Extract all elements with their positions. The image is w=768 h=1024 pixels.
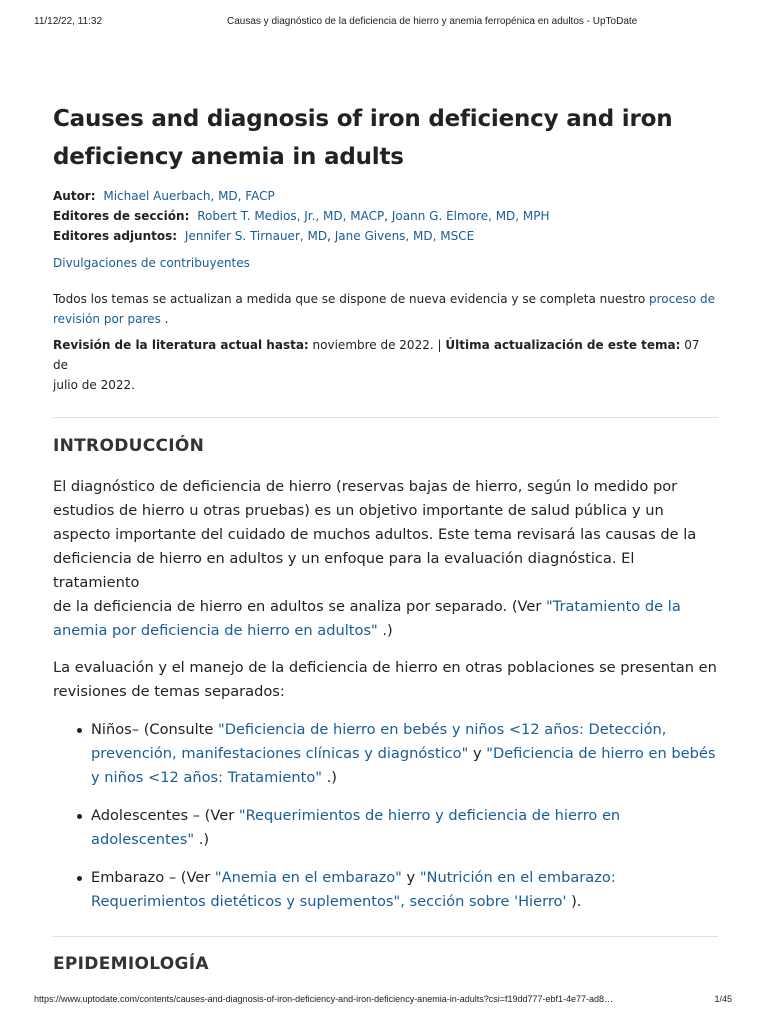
topic-link[interactable]: Requerimientos dietéticos y suplementos", sección sobre 'Hierro' [91,893,567,910]
peer-review-link[interactable]: revisión por pares [53,312,161,326]
disclosures-link[interactable]: Divulgaciones de contribuyentes [53,256,250,270]
section-heading-introduction: INTRODUCCIÓN [53,436,205,456]
print-doc-title: Causas y diagnóstico de la deficiencia de hierro y anemia ferropénica en adultos - UpToDate [227,16,638,27]
last-update-value: 07 de [53,338,700,372]
deputy-editors-label: Editores adjuntos: [53,229,178,243]
peer-review-link[interactable]: proceso de [649,292,716,306]
bullet [77,728,82,733]
intro-paragraph-2: La evaluación y el manejo de la deficiencia de hierro en otras poblaciones se presentan en revisiones de temas separados: [53,659,717,700]
article-title: Causes and diagnosis of iron deficiency and iron deficiency anemia in adults [53,106,673,170]
deputy-editor-link[interactable]: Jennifer S. Tirnauer, MD [184,229,328,243]
topic-link[interactable]: y niños <12 años: Tratamiento" [91,769,322,786]
topic-link[interactable]: "Anemia en el embarazo" [214,869,402,886]
last-update-label: Última actualización de este tema: [445,338,681,352]
list-item: Adolescentes – (Ver "Requerimientos de hierro y deficiencia de hierro en adolescentes" .) [53,804,718,852]
deputy-editors-line: Editores adjuntos: Jennifer S. Tirnauer, MD, Jane Givens, MD, MSCE [53,229,475,243]
topic-link[interactable]: prevención, manifestaciones clínicas y diagnóstico" [91,745,469,762]
topic-link[interactable]: "Requerimientos de hierro y deficiencia de hierro en [238,807,621,824]
section-editor-link[interactable]: Robert T. Medios, Jr., MD, MACP [197,209,385,223]
print-date: 11/12/22, 11:32 [34,16,103,27]
section-editor-link[interactable]: Joann G. Elmore, MD, MPH [391,209,550,223]
article [53,100,718,974]
update-note: Todos los temas se actualizan a medida que se dispone de nueva evidencia y se completa nuestro proceso de revisión por pares . [53,292,716,326]
list-item: Embarazo – (Ver "Anemia en el embarazo" y "Nutrición en el embarazo: Requerimientos dietéticos y suplementos", sección sobre 'Hierro' ). [53,866,718,914]
treatment-topic-link[interactable]: "Tratamiento de la [546,598,681,615]
author-line [53,186,718,206]
print-url: https://www.uptodate.com/contents/causes-and-diagnosis-of-iron-deficiency-and-iron-deficiency-anemia-in-adults?csi=f19dd777-ebf1-4e77-ad8… [34,994,614,1004]
section-heading-epidemiology: EPIDEMIOLOGÍA [53,954,209,974]
bullet [77,814,82,819]
section-editors-label: Editores de sección: [53,209,190,223]
review-dates: Revisión de la literatura actual hasta: noviembre de 2022. | Última actualización de este tema: 07 de julio de 2022. [53,338,700,392]
last-update-value: julio de 2022. [53,378,135,392]
author-link[interactable]: Michael Auerbach, MD, FACP [103,189,275,203]
topic-link[interactable]: "Deficiencia de hierro en bebés y niños <12 años: Detección, [218,721,667,738]
deputy-editor-link[interactable]: Jane Givens, MD, MSCE [334,229,475,243]
list-item: Niños– (Consulte "Deficiencia de hierro en bebés y niños <12 años: Detección, prevención, manifestaciones clínicas y diagnóstico" y "Deficiencia de hierro en bebés y niños <12 años: Tratamiento" .) [53,718,718,790]
topic-link[interactable]: "Nutrición en el embarazo: [419,869,616,886]
treatment-topic-link[interactable]: anemia por deficiencia de hierro en adultos" [53,622,378,639]
intro-paragraph-1: El diagnóstico de deficiencia de hierro (reservas bajas de hierro, según lo medido por estudios de hierro u otras pruebas) es un objetivo importante de salud pública y un aspecto importante del cuidado de muchos adultos. Este tema revisará las causas de la deficiencia de hierro en adultos y un enfoque para la evaluación diagnóstica. El tratamiento de la deficiencia de hierro en adultos se analiza por separado. (Ver "Tratamiento de la anemia por deficiencia de hierro en adultos" .) [53,478,697,639]
populations-list [53,718,718,914]
author-label: Autor: [53,189,96,203]
page-number: 1/45 [714,994,732,1004]
bullet [77,876,82,881]
section-editors-line: Editores de sección: Robert T. Medios, Jr., MD, MACP, Joann G. Elmore, MD, MPH [53,209,550,223]
topic-link[interactable]: adolescentes" [91,831,195,848]
lit-review-value: noviembre de 2022. [312,338,434,352]
topic-link[interactable]: "Deficiencia de hierro en bebés [486,745,716,762]
lit-review-label: Revisión de la literatura actual hasta: [53,338,309,352]
